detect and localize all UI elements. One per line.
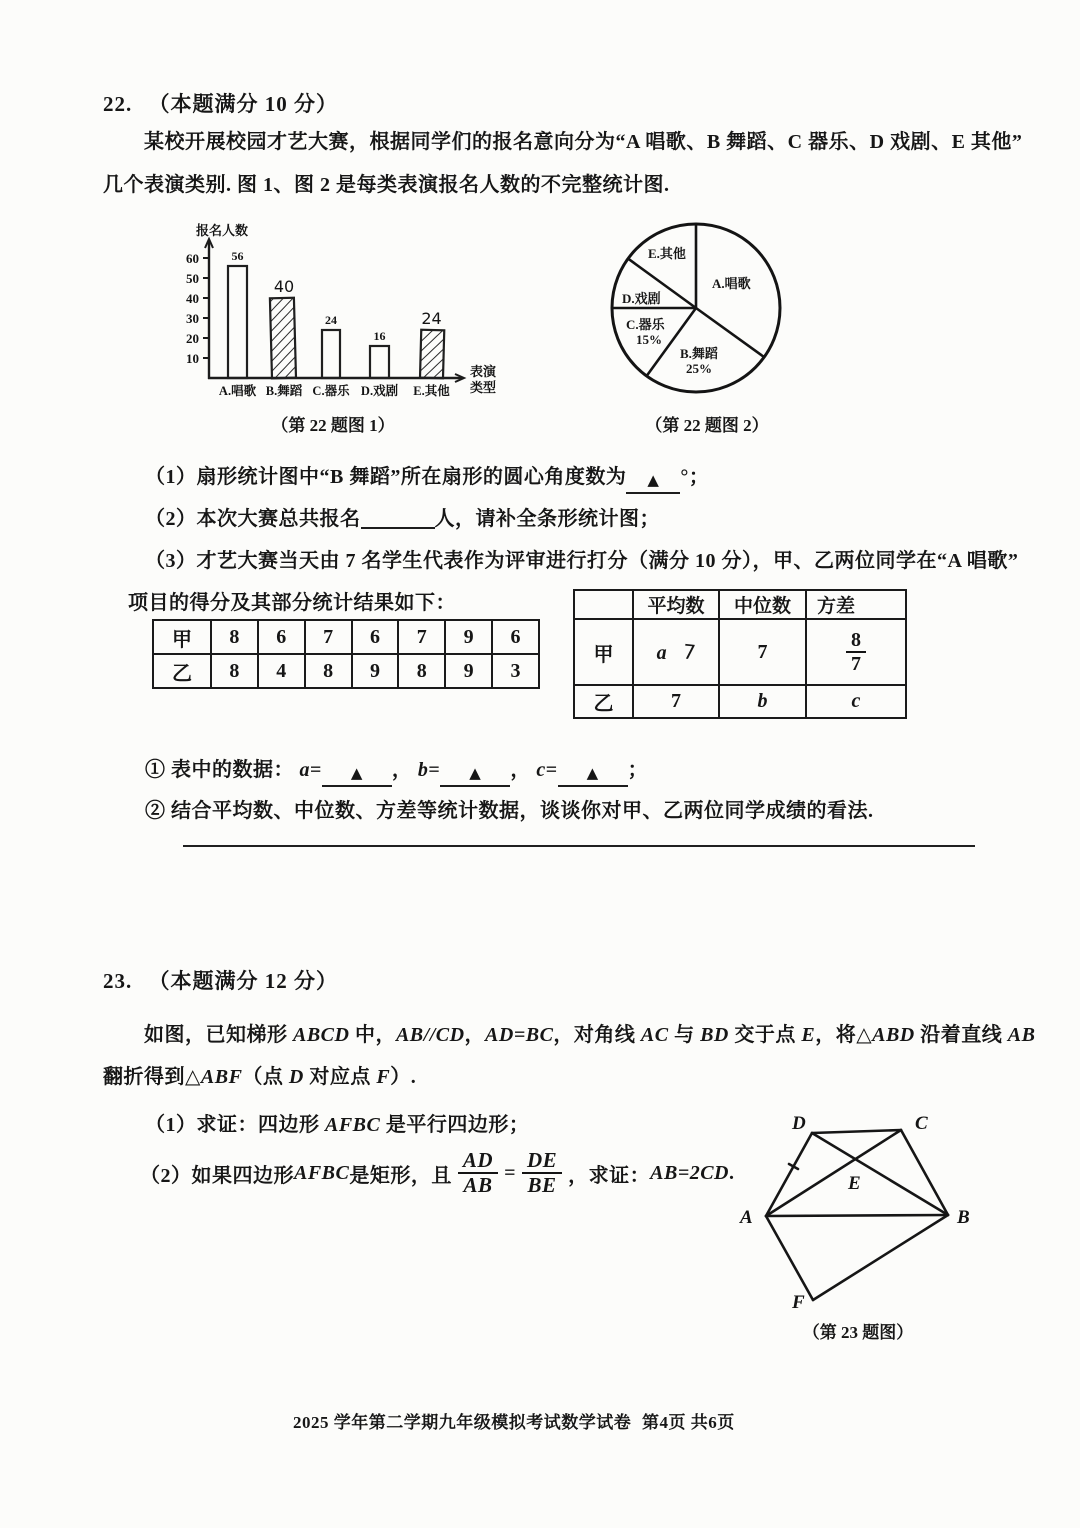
score-row-label: 乙 xyxy=(153,654,211,688)
trapezoid-lines xyxy=(766,1130,948,1300)
pie-label-e: E.其他 xyxy=(648,246,686,261)
q22-intro-line1: 某校开展校园才艺大赛，根据同学们的报名意向分为“A 唱歌、B 舞蹈、C 器乐、D 戏剧、E 其他” xyxy=(144,131,1023,153)
equals-sign: = xyxy=(310,759,322,781)
score-cell: 6 xyxy=(352,620,399,654)
comma: ， xyxy=(391,759,413,781)
q23-header xyxy=(103,965,338,995)
y-tick-label: 20 xyxy=(186,331,199,346)
answer-mark: ▲ xyxy=(350,764,363,782)
y-tick-label: 60 xyxy=(186,251,199,266)
answer-blank xyxy=(440,763,510,787)
cn-text: ， xyxy=(464,1024,486,1046)
figure23-caption: （第 23 题图） xyxy=(802,1323,914,1342)
q22-sub2 xyxy=(145,502,660,531)
score-table-row xyxy=(153,620,539,654)
math-text: AB//CD xyxy=(395,1024,465,1046)
q23-score: （本题满分 12 分） xyxy=(148,969,338,993)
figure1-caption: （第 22 题图 1） xyxy=(271,416,395,435)
pie-label-b-pct: 25% xyxy=(686,361,712,376)
pie-label-c: C.器乐 xyxy=(626,317,665,332)
math-text: AFBC xyxy=(325,1114,381,1136)
y-tick-label: 30 xyxy=(186,311,199,326)
answer-blank xyxy=(626,470,680,494)
var-b: b xyxy=(417,759,429,781)
score-cell: 9 xyxy=(445,620,492,654)
score-row-label: 甲 xyxy=(153,620,211,654)
y-tick-label: 40 xyxy=(186,291,199,306)
q22-sub3-line1: （3）才艺大赛当天由 7 名学生代表作为评审进行打分（满分 10 分），甲、乙两位同学在“A 唱歌” xyxy=(145,550,1019,572)
bar-chart-xlabel: 表演 类型 xyxy=(470,364,497,395)
answer-mark: ▲ xyxy=(647,471,660,489)
cn-text: 如图，已知梯形 xyxy=(144,1024,293,1046)
math-text: F xyxy=(376,1066,391,1088)
math-text: AB xyxy=(1007,1024,1036,1046)
bar-category-label: B.舞蹈 xyxy=(265,384,303,398)
score-cell: 9 xyxy=(445,654,492,688)
q22-intro-line2: 几个表演类别. 图 1、图 2 是每类表演报名人数的不完整统计图. xyxy=(103,174,670,196)
score-table-row xyxy=(153,654,539,688)
q22-number: 22. xyxy=(103,92,133,116)
score-cell: 6 xyxy=(258,620,305,654)
bar-category-label: A.唱歌 xyxy=(218,384,257,398)
cn-text: . xyxy=(729,1161,735,1184)
bar-value-label: 24 xyxy=(421,309,442,328)
stats-row-yi xyxy=(574,685,906,718)
bar-B.舞蹈 xyxy=(270,298,296,379)
stats-header-median: 中位数 xyxy=(719,590,806,619)
score-cell: 8 xyxy=(211,654,258,688)
q22-score: （本题满分 10 分） xyxy=(148,92,338,116)
q22-sub2-text: （2）本次大赛总共报名 xyxy=(145,508,361,530)
cn-text: 对应点 xyxy=(303,1066,377,1088)
q22-sub3-line2: 项目的得分及其部分统计结果如下： xyxy=(128,592,456,614)
bar-A.唱歌 xyxy=(228,266,247,378)
score-table xyxy=(152,619,540,689)
math-text: BD xyxy=(700,1024,729,1046)
bar-category-label: E.其他 xyxy=(413,384,450,398)
cn-text: 沿着直线 xyxy=(914,1024,1008,1046)
fraction: $\frac{8}{7}$ xyxy=(846,629,866,675)
point-label-b: B xyxy=(957,1207,970,1228)
point-label-e: E xyxy=(848,1173,861,1194)
y-tick-label: 10 xyxy=(186,351,199,366)
pie-label-b: B.舞蹈 xyxy=(680,346,718,361)
q22-item2: ② 结合平均数、中位数、方差等统计数据，谈谈你对甲、乙两位同学成绩的看法. xyxy=(145,800,874,822)
bar-category-label: D.戏剧 xyxy=(360,384,399,398)
cn-text: （2）如果四边形 xyxy=(140,1164,294,1187)
footer-exam-title: 2025 学年第二学期九年级模拟考试数学试卷 xyxy=(293,1413,632,1432)
q23-figure xyxy=(730,1095,990,1345)
answer-line xyxy=(183,845,975,847)
stats-row-jia xyxy=(574,619,906,685)
pie-label-a: A.唱歌 xyxy=(712,276,751,291)
bar-category-label: C.器乐 xyxy=(312,384,350,398)
stats-header-variance: 方差 xyxy=(806,590,906,619)
score-cell: 7 xyxy=(305,620,352,654)
cn-text: 交于点 xyxy=(728,1024,802,1046)
q23-sub2 xyxy=(140,1142,735,1204)
answer-blank xyxy=(322,763,392,787)
var-c: c xyxy=(536,759,546,781)
stats-yi-mean: 7 xyxy=(633,685,719,718)
cn-text: 中， xyxy=(349,1024,396,1046)
stats-yi-median: b xyxy=(719,685,806,718)
stats-yi-variance: c xyxy=(806,685,906,718)
math-text: AD=BC xyxy=(485,1024,554,1046)
cn-text: ）. xyxy=(390,1066,417,1088)
q22-sub1 xyxy=(145,460,709,494)
q22-item1 xyxy=(145,753,648,787)
stats-jia-label: 甲 xyxy=(574,619,633,685)
answer-mark: ▲ xyxy=(586,764,599,782)
q22-sub1-text: （1）扇形统计图中“B 舞蹈”所在扇形的圆心角度数为 xyxy=(145,466,627,488)
math-text: AFBC xyxy=(294,1161,350,1184)
cn-text: （1）求证：四边形 xyxy=(145,1114,325,1136)
q22-sub1-degree: °； xyxy=(680,466,710,488)
pie-chart xyxy=(600,212,800,412)
semicolon: ； xyxy=(627,759,649,781)
math-text: AB=2CD xyxy=(650,1161,729,1184)
equals-sign: = xyxy=(428,759,441,781)
stats-yi-label: 乙 xyxy=(574,685,633,718)
fraction: $\frac{DE}{BE}$ xyxy=(522,1149,562,1197)
stats-corner-cell xyxy=(574,590,633,619)
score-cell: 6 xyxy=(492,620,539,654)
bar-value-label: 40 xyxy=(273,277,295,296)
score-cell: 8 xyxy=(305,654,352,688)
stats-jia-variance xyxy=(806,619,906,685)
pie-chart-svg xyxy=(600,212,800,412)
stats-table xyxy=(573,589,907,719)
cn-text: ，求证： xyxy=(568,1164,651,1187)
fraction: $\frac{AD}{AB}$ xyxy=(458,1149,498,1197)
pie-label-d: D.戏剧 xyxy=(622,291,661,306)
cn-text: ，将△ xyxy=(815,1024,873,1046)
answer-mark: ▲ xyxy=(469,764,482,782)
stats-jia-median: 7 xyxy=(719,619,806,685)
math-text: ABD xyxy=(872,1024,915,1046)
var-a: a xyxy=(299,759,310,781)
answer-blank xyxy=(361,505,435,529)
cn-text: 翻折得到△ xyxy=(103,1066,201,1088)
bar-value-label: 56 xyxy=(231,249,244,263)
point-label-c: C xyxy=(915,1113,928,1134)
bar-D.戏剧 xyxy=(370,346,389,378)
figure2-caption: （第 22 题图 2） xyxy=(645,416,769,435)
q23-sub1 xyxy=(145,1108,529,1137)
cn-text: ，对角线 xyxy=(553,1024,641,1046)
cn-text: 是矩形，且 xyxy=(349,1164,452,1187)
point-label-d: D xyxy=(792,1113,806,1134)
point-label-f: F xyxy=(792,1292,805,1313)
q23-number: 23. xyxy=(103,969,133,993)
stats-header-mean: 平均数 xyxy=(633,590,719,619)
point-label-a: A xyxy=(740,1207,753,1228)
q23-figure-svg xyxy=(730,1095,990,1345)
q23-line2 xyxy=(103,1060,416,1089)
stats-header-row xyxy=(574,590,906,619)
q22-header xyxy=(103,88,338,118)
math-text: ABF xyxy=(200,1066,243,1088)
answer-blank xyxy=(558,763,628,787)
math-text: D xyxy=(288,1066,304,1088)
q23-line1 xyxy=(144,1018,1035,1047)
score-cell: 9 xyxy=(352,654,399,688)
math-text: E xyxy=(801,1024,816,1046)
score-cell: 8 xyxy=(211,620,258,654)
math-text: AC xyxy=(640,1024,669,1046)
math-text: = xyxy=(504,1161,516,1184)
score-cell: 8 xyxy=(398,654,445,688)
stats-jia-mean: a 7 xyxy=(633,619,719,685)
pie-label-c-pct: 15% xyxy=(636,332,662,347)
score-cell: 7 xyxy=(398,620,445,654)
cn-text: 与 xyxy=(668,1024,701,1046)
cn-text: 是平行四边形； xyxy=(380,1114,530,1136)
bar-chart-ylabel: 报名人数 xyxy=(196,223,249,238)
bar-value-label: 16 xyxy=(373,329,386,343)
y-tick-label: 50 xyxy=(186,271,199,286)
footer-page-info: 第4页 共6页 xyxy=(642,1413,735,1432)
cn-text: （点 xyxy=(242,1066,289,1088)
score-cell: 4 xyxy=(258,654,305,688)
q22-item1-intro: ① 表中的数据： xyxy=(145,759,294,781)
handwritten-note: 7 xyxy=(681,638,697,665)
bar-E.其他 xyxy=(420,330,444,379)
equals-sign: = xyxy=(545,759,558,781)
bar-chart-svg xyxy=(160,215,500,415)
q22-sub2-post: 人，请补全条形统计图； xyxy=(434,508,660,530)
bar-C.器乐 xyxy=(322,330,340,378)
bar-chart xyxy=(160,215,500,415)
score-cell: 3 xyxy=(492,654,539,688)
comma: ， xyxy=(510,759,531,781)
bar-value-label: 24 xyxy=(325,313,337,327)
math-text: ABCD xyxy=(293,1024,350,1046)
